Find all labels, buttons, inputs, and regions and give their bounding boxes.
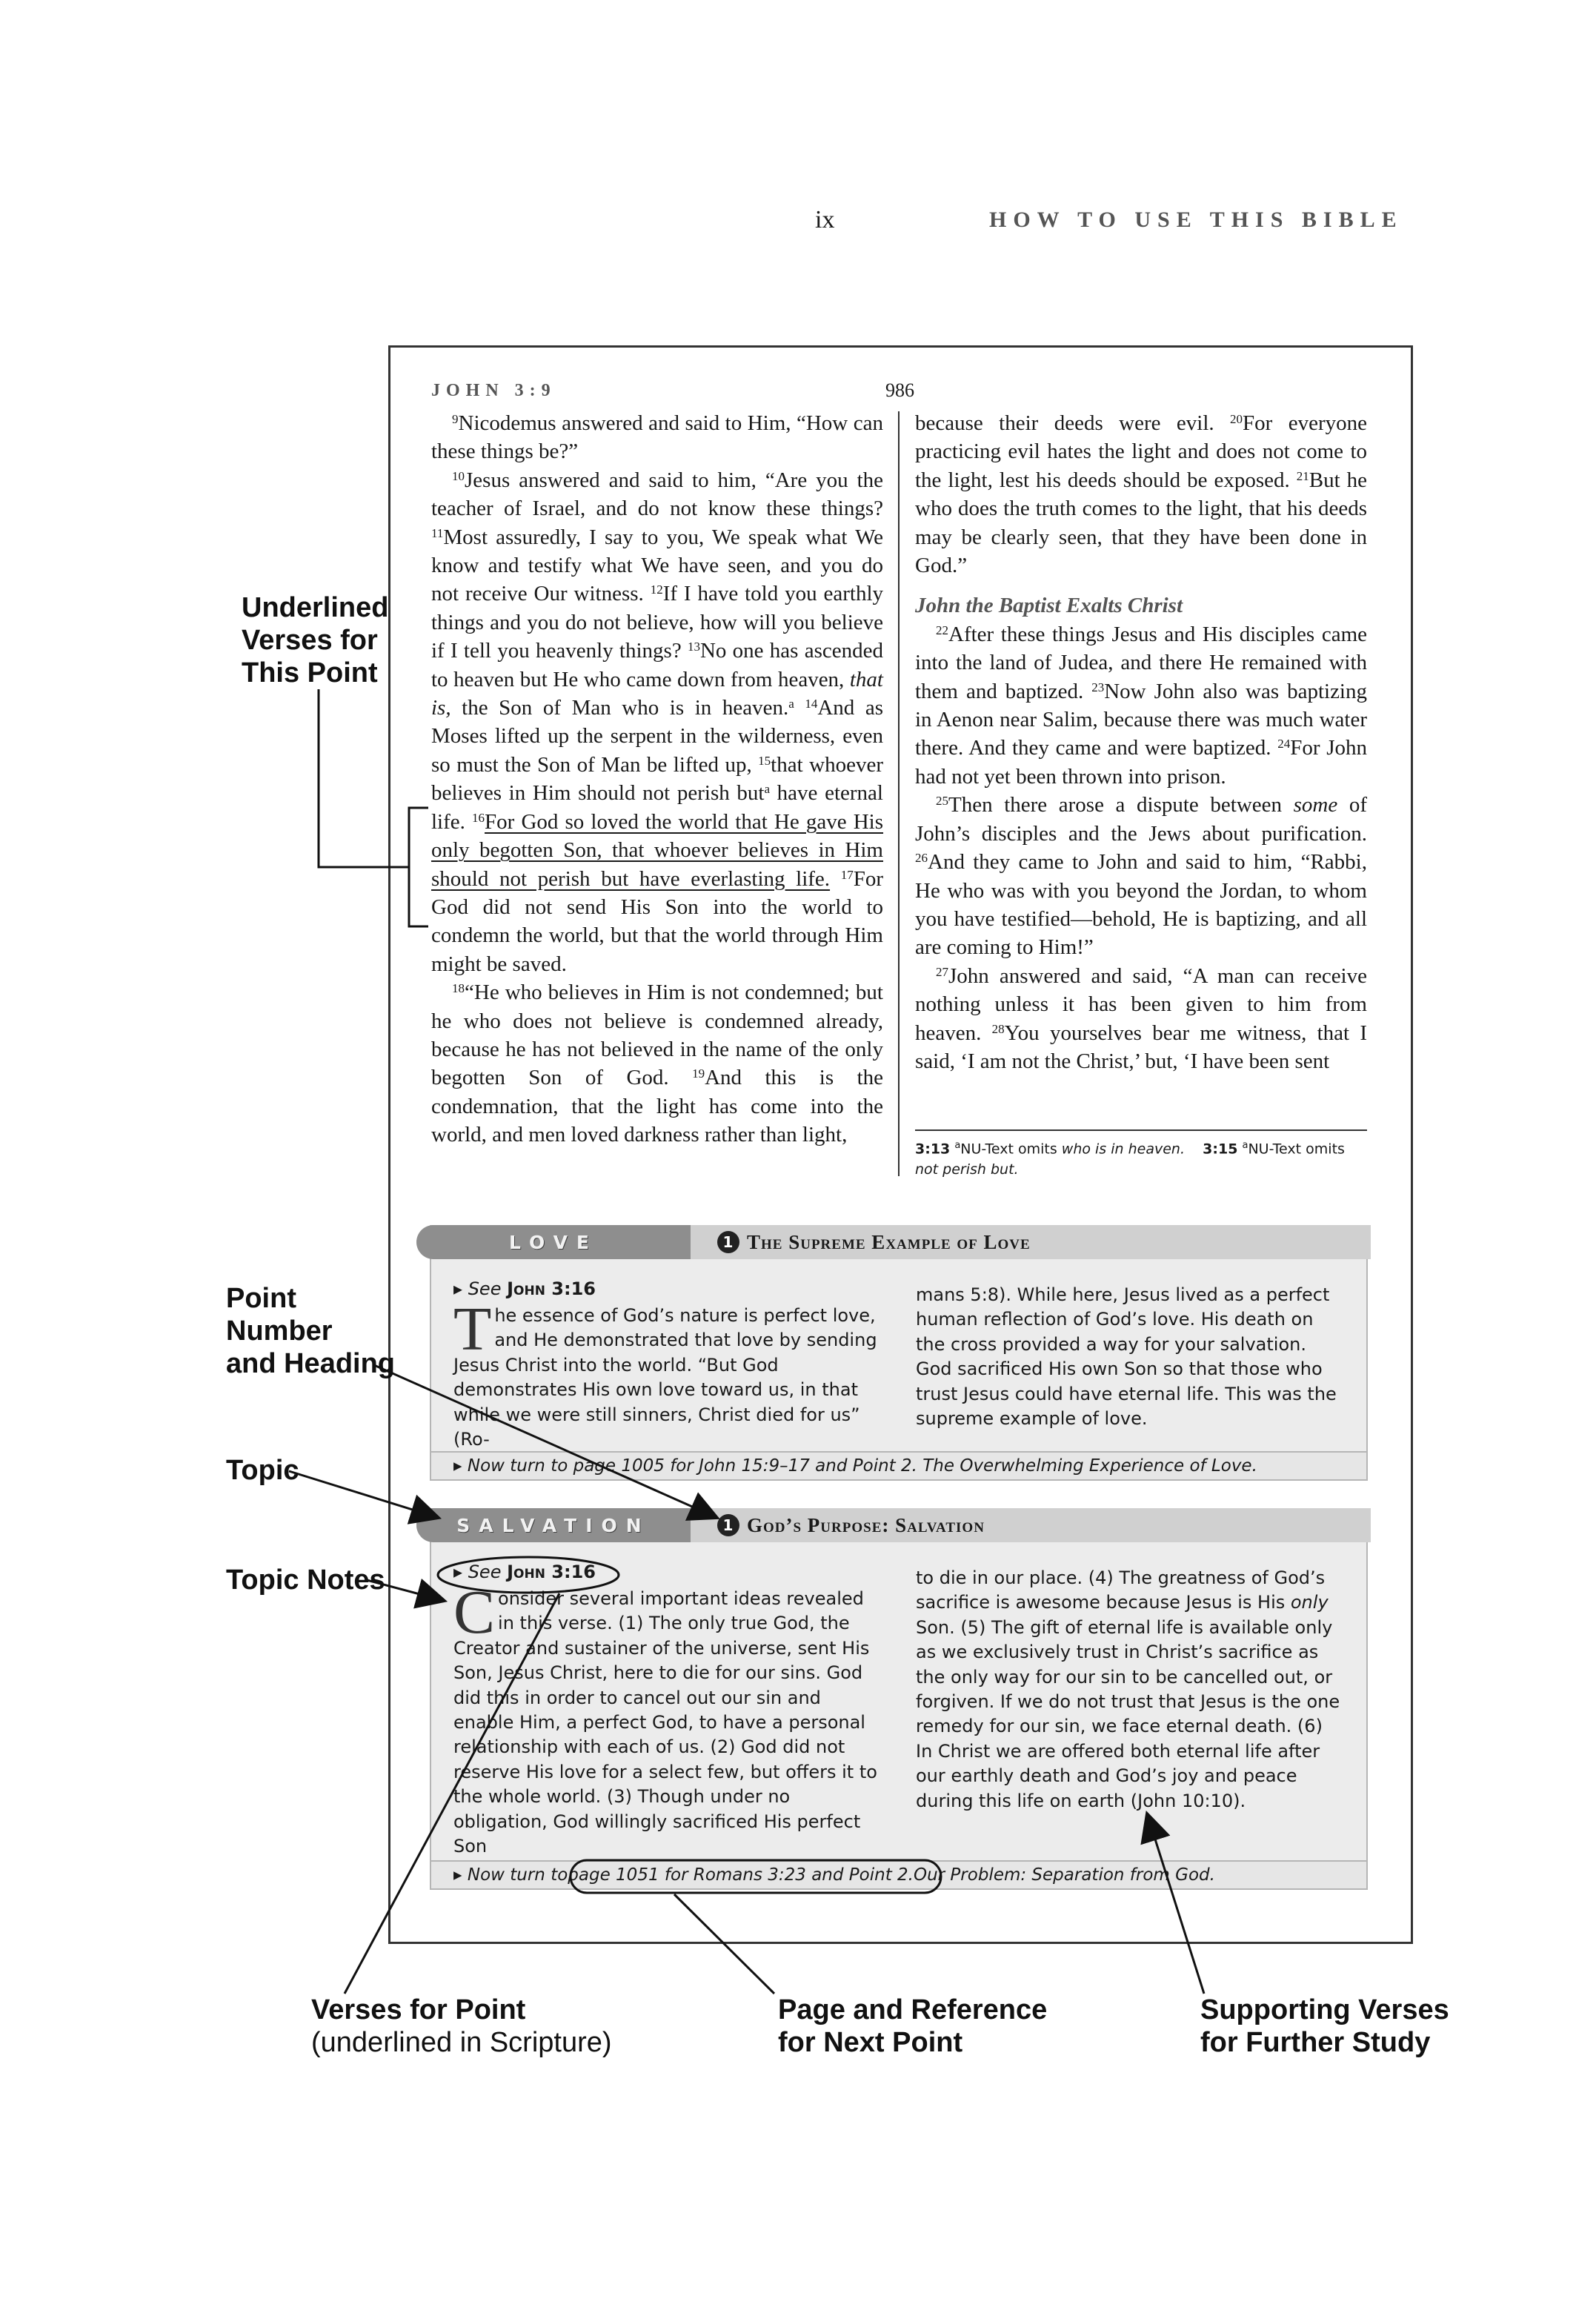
footnotes: 3:13 $^a$NU-Text omits who is in heaven. 3:15 $^a$NU-Text omits not perish but. xyxy=(915,1140,1345,1178)
drop-cap: C xyxy=(453,1578,496,1647)
point-number-badge: 1 xyxy=(717,1231,739,1253)
callout-verses-for-point: Verses for Point (underlined in Scripture) xyxy=(311,1994,612,2058)
page-number: ix xyxy=(815,206,835,233)
topic-bar xyxy=(416,1225,1371,1259)
topic-note-text-col2: mans 5:8). While here, Jesus lived as a perfect human reflection of God’s love. His death on the cross provided a way for your salvation. God sacrificed His own Son so that those who trust Jesus could have eternal life. This was the supreme example of love. xyxy=(916,1284,1337,1430)
topic-tab: SALVATION xyxy=(416,1508,691,1542)
point-heading xyxy=(691,1508,1371,1542)
topic-note-love xyxy=(430,1225,1368,1481)
topic-tab: LOVE xyxy=(416,1225,691,1259)
underlined-point-verses: For God so loved the world that He gave His only begotten Son, that whoever believes in Him should not perish but have everlasting life. xyxy=(431,809,884,891)
callout-point-number-heading: Point Number and Heading xyxy=(226,1283,396,1379)
verse-paragraph: $^{10}$Jesus answered and said to him, “Are you the teacher of Israel, and do not know these things? $^{11}$Most assuredly, I say to you, We speak what We know and testify what We have seen, and you do not receive Our witness. $^{12}$If I have told you earthly things and you do not believe, how will you believe if I tell you heavenly things? $^{13}$No one has ascended to heaven but He who came down from heaven, that is, the Son of Man who is in heaven.$^a$ $^{14}$And as Moses lifted up the serpent in the wilderness, even so must the Son of Man be lifted up, $^{15}$that whoever believes in Him should not perish but$^a$ have eternal life. $^{16}$For God so loved the world that He gave His only begotten Son, that whoever believes in Him should not perish but have everlasting life. $^{17}$For God did not send His Son into the world to condemn the world, but that the world through Him might be saved. xyxy=(431,468,884,976)
point-number-badge: 1 xyxy=(717,1514,739,1536)
verse-paragraph: $^{27}$John answered and said, “A man can receive nothing unless it has been given to him from heaven. $^{28}$You yourselves bear me witness, that I said, ‘I am not the Christ,’ but, ‘I have been sent xyxy=(915,963,1367,1073)
point-heading-text: The Supreme Example of Love xyxy=(747,1230,1031,1253)
drop-cap: T xyxy=(453,1295,492,1364)
point-heading-text: God’s Purpose: Salvation xyxy=(747,1513,985,1536)
see-reference: ▸ See John 3:16 xyxy=(453,1278,596,1299)
verse-paragraph: $^{25}$Then there arose a dispute between some of John’s disciples and the Jews about purification. $^{26}$And they came to John and said to him, “Rabbi, He who was with you beyond the Jordan, to whom you have testified—behold, He is baptizing, and all are coming to Him!” xyxy=(915,793,1367,960)
running-head: HOW TO USE THIS BIBLE xyxy=(989,208,1403,232)
verse-paragraph: $^{22}$After these things Jesus and His disciples came into the land of Judea, and there He remained with them and baptized. $^{23}$Now John also was baptizing in Aenon near Salim, because there was much water there. And they came and were baptized. $^{24}$For John had not yet been thrown into prison. xyxy=(915,622,1367,789)
verse-paragraph: $^9$Nicodemus answered and said to Him, “How can these things be?” xyxy=(431,411,883,464)
next-point-reference[interactable]: ▸ Now turn to page 1051 for Romans 3:23 and Point 2. Our Problem: Separation from God. xyxy=(431,1860,1366,1888)
topic-bar xyxy=(416,1508,1371,1542)
scripture-left-column xyxy=(431,409,883,1149)
topic-note-salvation xyxy=(430,1508,1368,1890)
callout-supporting-verses: Supporting Verses for Further Study xyxy=(1200,1994,1449,2058)
point-heading xyxy=(691,1225,1371,1259)
section-heading: John the Baptist Exalts Christ xyxy=(915,594,1183,618)
verse-paragraph: $^{18}$“He who believes in Him is not condemned; but he who does not believe is condemned already, because he has not believed in the name of the only begotten Son of God. $^{19}$And this is the condemnation, that the light has come into the world, and men loved darkness rather than light, xyxy=(431,981,883,1147)
callout-underlined-verses: Underlined Verses for This Point xyxy=(242,592,389,689)
callout-topic: Topic xyxy=(226,1455,299,1486)
topic-note-text-col1: Consider several important ideas revealed in this verse. (1) The only true God, the Creator and sustainer of the universe, sent His Son, Jesus Christ, here to die for our sins. God did this in order to cancel out our sin and enable Him, a perfect God, to have a personal relationship with each of us. (2) God did not reserve His love for a select few, but offers it to the whole world. (3) Though under no obligation, God willingly sacrificed His perfect Son xyxy=(453,1578,877,1857)
scripture-right-column xyxy=(915,409,1367,1075)
topic-note-text-col2: to die in our place. (4) The greatness of God’s sacrifice is awesome because Jesus is His only Son. (5) The gift of eternal life is available only as we exclusively trust in Christ’s sacrifice as the only way for our sin to be cancelled out, or forgiven. If we do not trust that Jesus is the one remedy for our sin, we face eternal death. (6) In Christ we are offered both eternal life after our earthly death and God’s joy and peace during this life on earth (John 10:10). xyxy=(916,1567,1340,1811)
verse-paragraph: because their deeds were evil. $^{20}$For everyone practicing evil hates the light and does not come to the light, lest his deeds should be exposed. $^{21}$But he who does the truth comes to the light, that his deeds may be clearly seen, that they have been done in God.” xyxy=(915,411,1367,578)
callout-topic-notes: Topic Notes xyxy=(226,1565,385,1596)
bible-page-number: 986 xyxy=(885,379,914,401)
topic-note-text-col1: The essence of God’s nature is perfect love, and He demonstrated that love by sending Jesus Christ into the world. “But God demonstrates His own love toward us, in that while we were still sinners, Christ died for us” (Ro- xyxy=(453,1295,877,1450)
callout-page-reference: Page and Reference for Next Point xyxy=(778,1994,1048,2058)
footnote-rule xyxy=(915,1129,1367,1131)
column-divider xyxy=(898,411,900,1176)
bible-page-reference: JOHN 3:9 xyxy=(431,381,556,400)
next-point-reference[interactable]: ▸ Now turn to page 1005 for John 15:9–17 and Point 2. The Overwhelming Experience of Love. xyxy=(431,1451,1366,1479)
see-reference: ▸ See John 3:16 xyxy=(453,1562,596,1582)
